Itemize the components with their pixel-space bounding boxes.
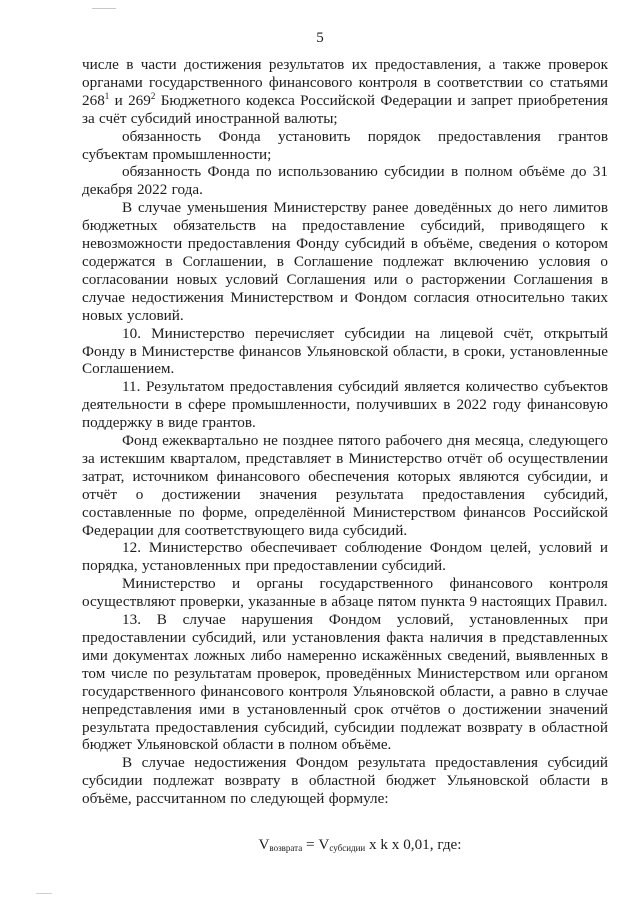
paragraph: числе в части достижения результатов их предоставления, а также проверок органами государственного финансового контроля в соответствии со статьями $268^1$ и $269^2$ Бюджетного кодекса Российской Федерации и запрет приобретения за счёт субсидий иностранной валюты; [82,56,608,127]
return-formula: $V_{возврата} = V_{субсидии}$ x k x 0,01, где: [258,836,462,854]
paragraph: В случае недостижения Фондом результата предоставления субсидий субсидии подлежат возврату в областной бюджет Ульяновской области в объёме, рассчитанном по следующей формуле: [82,754,608,808]
paragraph: обязанность Фонда по использованию субсидии в полном объёме до 31 декабря 2022 года. [82,163,608,199]
document-body [82,56,608,858]
paragraph: 10. Министерство перечисляет субсидии на лицевой счёт, открытый Фонду в Министерстве финансов Ульяновской области, в сроки, установленные Соглашением. [82,324,608,378]
page-number: 5 [316,30,324,46]
paragraph: обязанность Фонда установить порядок предоставления грантов субъектам промышленности; [82,127,608,163]
scan-mark [92,8,116,9]
paragraph: 12. Министерство обеспечивает соблюдение Фондом целей, условий и порядка, установленных при предоставлении субсидий. [82,539,608,575]
paragraph: Фонд ежеквартально не позднее пятого рабочего дня месяца, следующего за истекшим кварталом, представляет в Министерство отчёт об осуществлении затрат, источником финансового обеспечения которых являются субсидии, и отчёт о достижении значения результата предоставления субсидий, составленные по форме, определённой Министерством финансов Российской Федерации для соответствующего вида субсидий. [82,432,608,539]
paragraph: Министерство и органы государственного финансового контроля осуществляют проверки, указанные в абзаце пятом пункта 9 настоящих Правил. [82,575,608,611]
paragraph: 11. Результатом предоставления субсидий является количество субъектов деятельности в сфере промышленности, получивших в 2022 году финансовую поддержку в виде грантов. [82,378,608,432]
paragraph: В случае уменьшения Министерству ранее доведённых до него лимитов бюджетных обязательств на предоставление субсидий, приводящего к невозможности предоставления Фонду субсидий в объёме, сведения о котором содержатся в Соглашении, в Соглашение подлежат включению условия о согласовании новых условий Соглашения или о расторжении Соглашения в случае недостижения Министерством и Фондом согласия относительно таких новых условий. [82,199,608,324]
scan-mark [36,893,52,894]
paragraph: 13. В случае нарушения Фондом условий, установленных при предоставлении субсидий, или установления факта наличия в представленных ими документах ложных либо намеренно искажённых сведений, выявленных в том числе по результатам проверок, проведённых Министерством или органом государственного финансового контроля Ульяновской области, а равно в случае непредставления ими в установленный срок отчётов о достижении значений результата предоставления субсидий, субсидии подлежат возврату в областной бюджет Ульяновской области в полном объёме. [82,611,608,754]
